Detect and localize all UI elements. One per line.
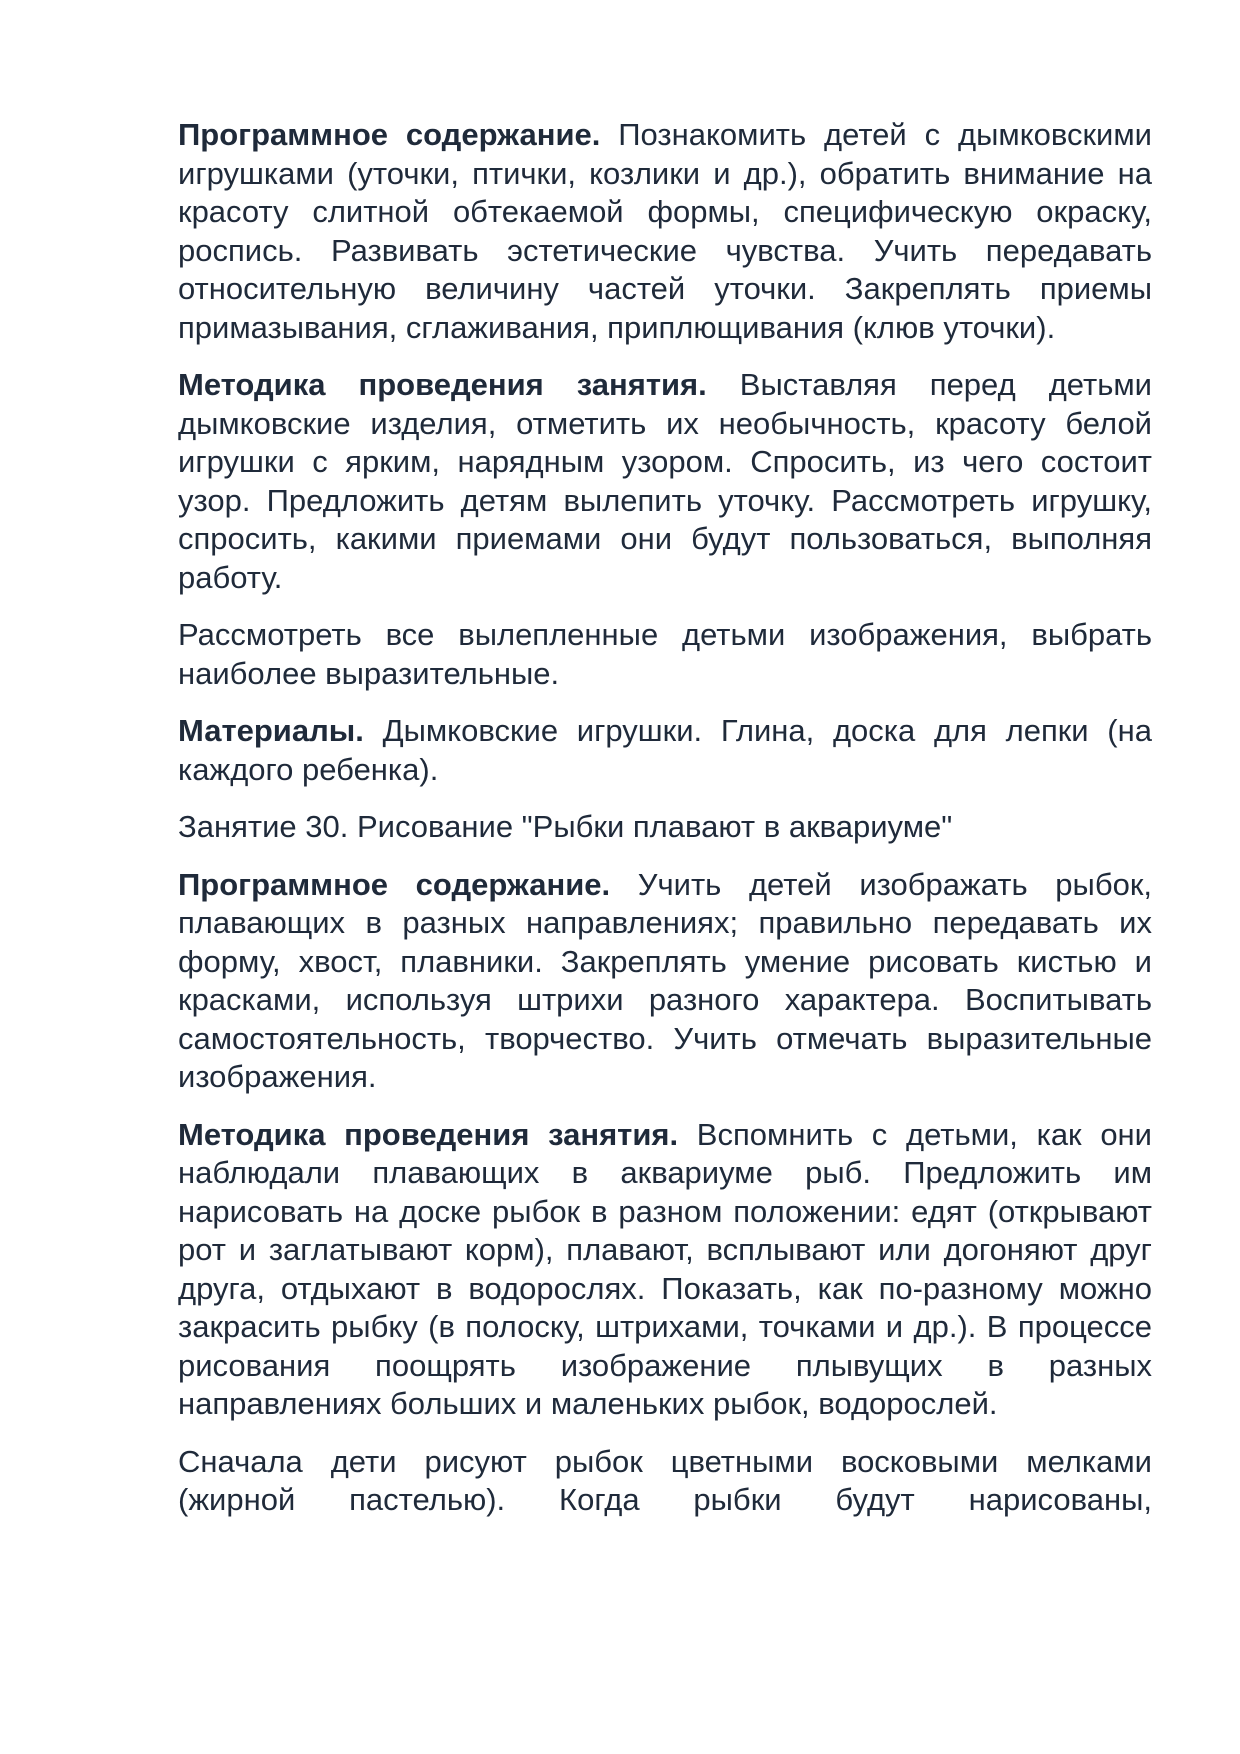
paragraph-program-content-1 [178,116,1152,347]
paragraph-text: Познакомить детей с дымковскими игрушками (уточки, птички, козлики и др.), обратить внимание на красоту слитной обтекаемой формы, специфическую окраску, роспись. Развивать эстетические чувства. Учить передавать относительную величину частей уточки. Закреплять приемы примазывания, сглаживания, приплющивания (клюв уточки). [178,117,1152,345]
paragraph-program-content-2 [178,866,1152,1097]
paragraph-text: Дымковские игрушки. Глина, доска для лепки (на каждого ребенка). [178,713,1152,787]
lesson-title-text: Занятие 30. Рисование "Рыбки плавают в аквариуме" [178,809,953,844]
paragraph-text: Вспомнить с детьми, как они наблюдали плавающих в аквариуме рыб. Предложить им нарисовать на доске рыбок в разном положении: едят (открывают рот и заглатывают корм), плавают, всплывают или догоняют друг друга, отдыхают в водорослях. Показать, как по-разному можно закрасить рыбку (в полоску, штрихами, точками и др.). В процессе рисования поощрять изображение плывущих в разных направлениях больших и маленьких рыбок, водорослей. [178,1116,1152,1421]
paragraph-text: Учить детей изображать рыбок, плавающих в разных направлениях; правильно передавать их форму, хвост, плавники. Закреплять умение рисовать кистью и красками, используя штрихи разного характера. Воспитывать самостоятельность, творчество. Учить отмечать выразительные изображения. [178,866,1152,1094]
paragraph-materials [178,712,1152,789]
paragraph-heading: Программное содержание. [178,117,601,152]
paragraph-method-1 [178,366,1152,597]
paragraph-text: Рассмотреть все вылепленные детьми изображения, выбрать наиболее выразительные. [178,617,1152,691]
paragraph-heading: Методика проведения занятия. [178,1116,679,1152]
paragraph-heading: Материалы. [178,713,364,748]
document-page [178,116,1152,1539]
paragraph-text: Сначала дети рисуют рыбок цветными восковыми мелками (жирной пастелью). Когда рыбки будут нарисованы, [178,1443,1152,1517]
lesson-title [178,808,1152,847]
paragraph-heading: Программное содержание. [178,866,611,902]
paragraph-method-2 [178,1116,1152,1424]
paragraph-review [178,616,1152,693]
paragraph-drawing-steps [178,1443,1152,1520]
paragraph-text: Выставляя перед детьми дымковские изделия, отметить их необычность, красоту белой игрушки с ярким, нарядным узором. Спросить, из чего состоит узор. Предложить детям вылепить уточку. Рассмотреть игрушку, спросить, какими приемами они будут пользоваться, выполняя работу. [178,367,1152,595]
paragraph-heading: Методика проведения занятия. [178,367,707,402]
